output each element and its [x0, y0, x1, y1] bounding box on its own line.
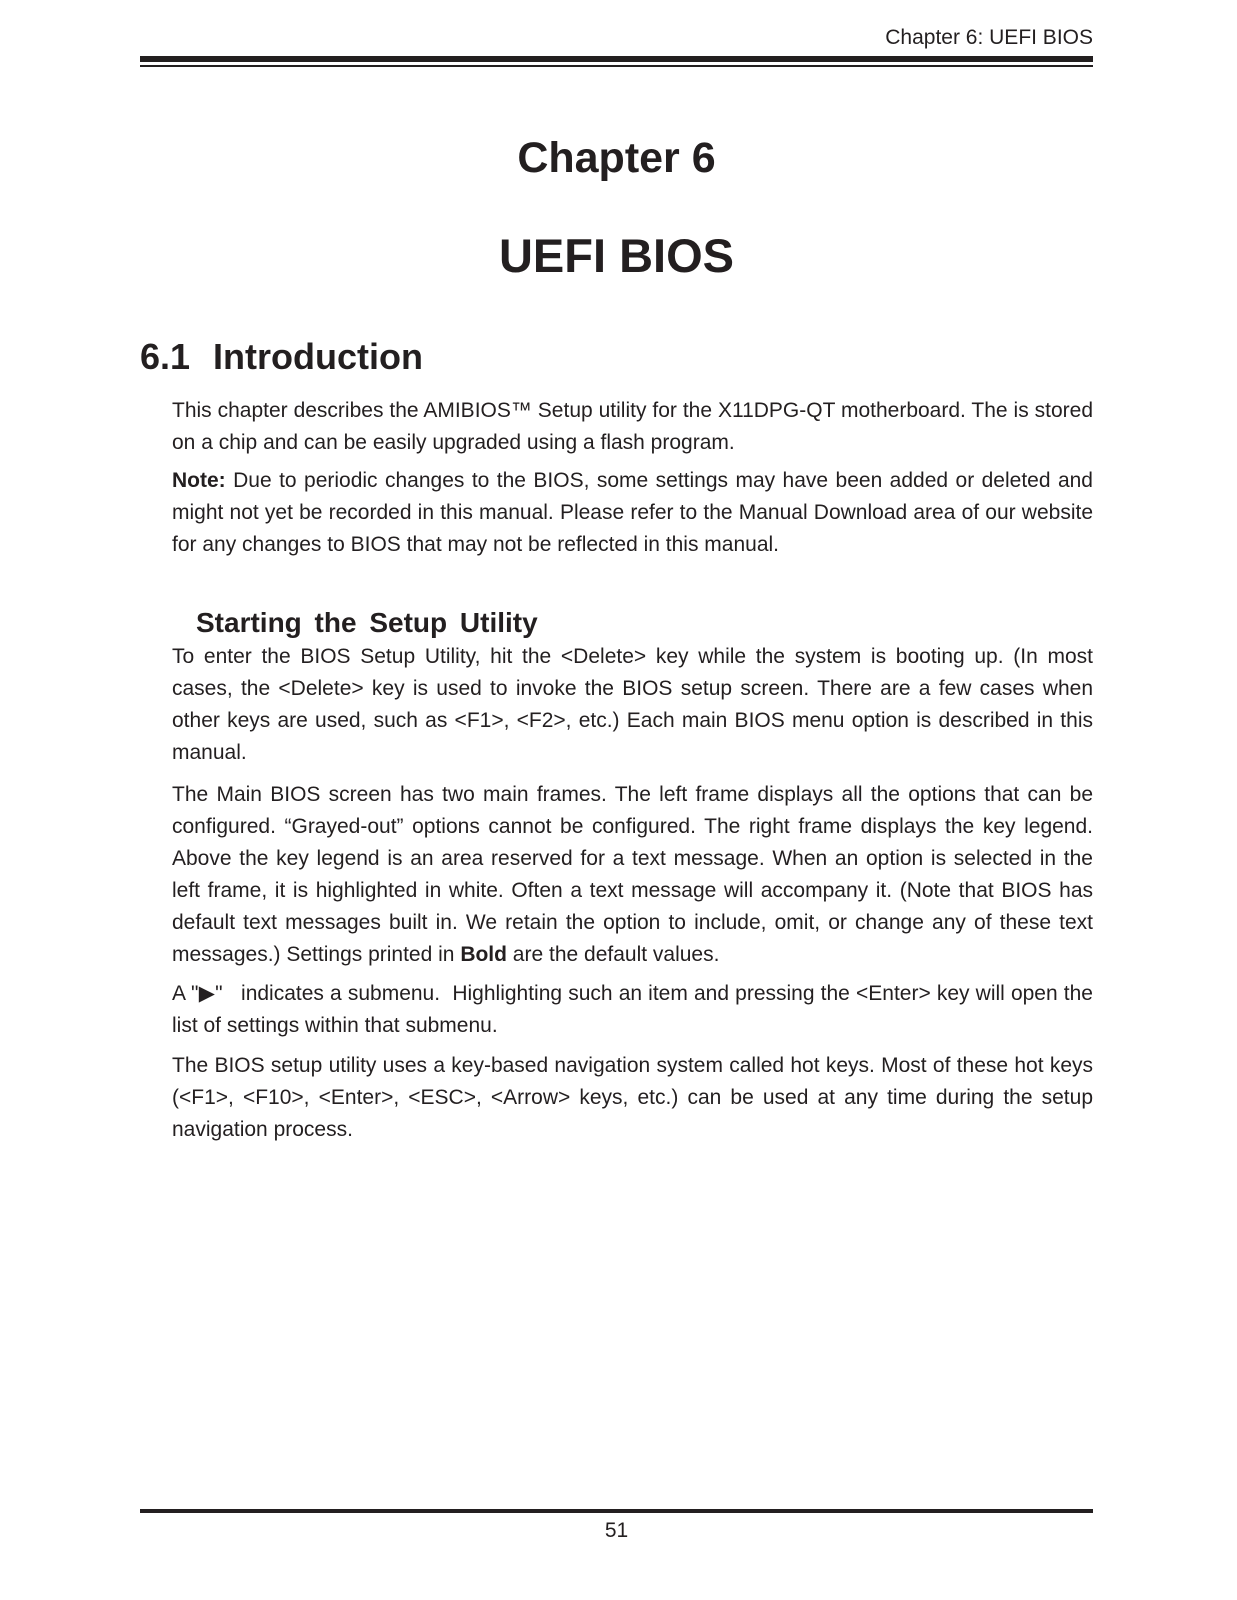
main-screen-text-after: are the default values.	[506, 943, 720, 966]
paragraph-setup-entry: To enter the BIOS Setup Utility, hit the <Delete> key while the system is booting up. (In most cases, the <Delete> key is used to invoke the BIOS setup screen. There are a few cases when other keys are used, such as <F1>, <F2>, etc.) Each main BIOS menu option is described in this manual.	[172, 645, 1093, 764]
section-number: 6.1	[140, 336, 191, 377]
chapter-title: UEFI BIOS	[498, 229, 735, 282]
paragraph-intro: This chapter describes the AMIBIOS™ Setup utility for the X11DPG-QT motherboard. The is stored on a chip and can be easily upgraded using a flash program.	[172, 399, 1093, 454]
note-label: Note:	[172, 469, 226, 492]
main-screen-text-before: The Main BIOS screen has two main frames. The left frame displays all the options that can be configured. “Grayed-out” options cannot be configured. The right frame displays the key legend. Above the key legend is an area reserved for a text message. When an option is selected in the left frame, it is highlighted in white. Often a text message will accompany it. (Note that BIOS has default text messages built in. We retain the option to include, omit, or change any of these text messages.) Settings printed in	[172, 783, 1093, 966]
chapter-number-heading: Chapter 6	[517, 134, 716, 182]
section-heading	[140, 336, 1093, 377]
paragraph-main-screen	[140, 779, 1093, 971]
page-number: 51	[604, 1519, 629, 1542]
paragraph-hotkeys: The BIOS setup utility uses a key-based navigation system called hot keys. Most of these hot keys (<F1>, <F10>, <Enter>, <ESC>, <Arrow> keys, etc.) can be used at any time during the setup navigation process.	[172, 1054, 1093, 1141]
footer-rule	[140, 1509, 1093, 1513]
paragraph-submenu: A "▶" indicates a submenu. Highlighting such an item and pressing the <Enter> key will open the list of settings within that submenu.	[172, 982, 1093, 1037]
subsection-heading: Starting the Setup Utility	[196, 607, 538, 638]
page-content	[140, 0, 1093, 1146]
section-title: Introduction	[213, 336, 423, 377]
main-screen-bold-word: Bold	[460, 943, 507, 966]
header-rule-thick	[140, 56, 1093, 62]
running-header: Chapter 6: UEFI BIOS	[885, 26, 1093, 49]
note-text: Due to periodic changes to the BIOS, some settings may have been added or deleted and might not yet be recorded in this manual. Please refer to the Manual Download area of our website for any changes to BIOS that may not be reflected in this manual.	[172, 469, 1093, 556]
paragraph-note	[140, 465, 1093, 561]
header-rule-thin	[140, 65, 1093, 67]
